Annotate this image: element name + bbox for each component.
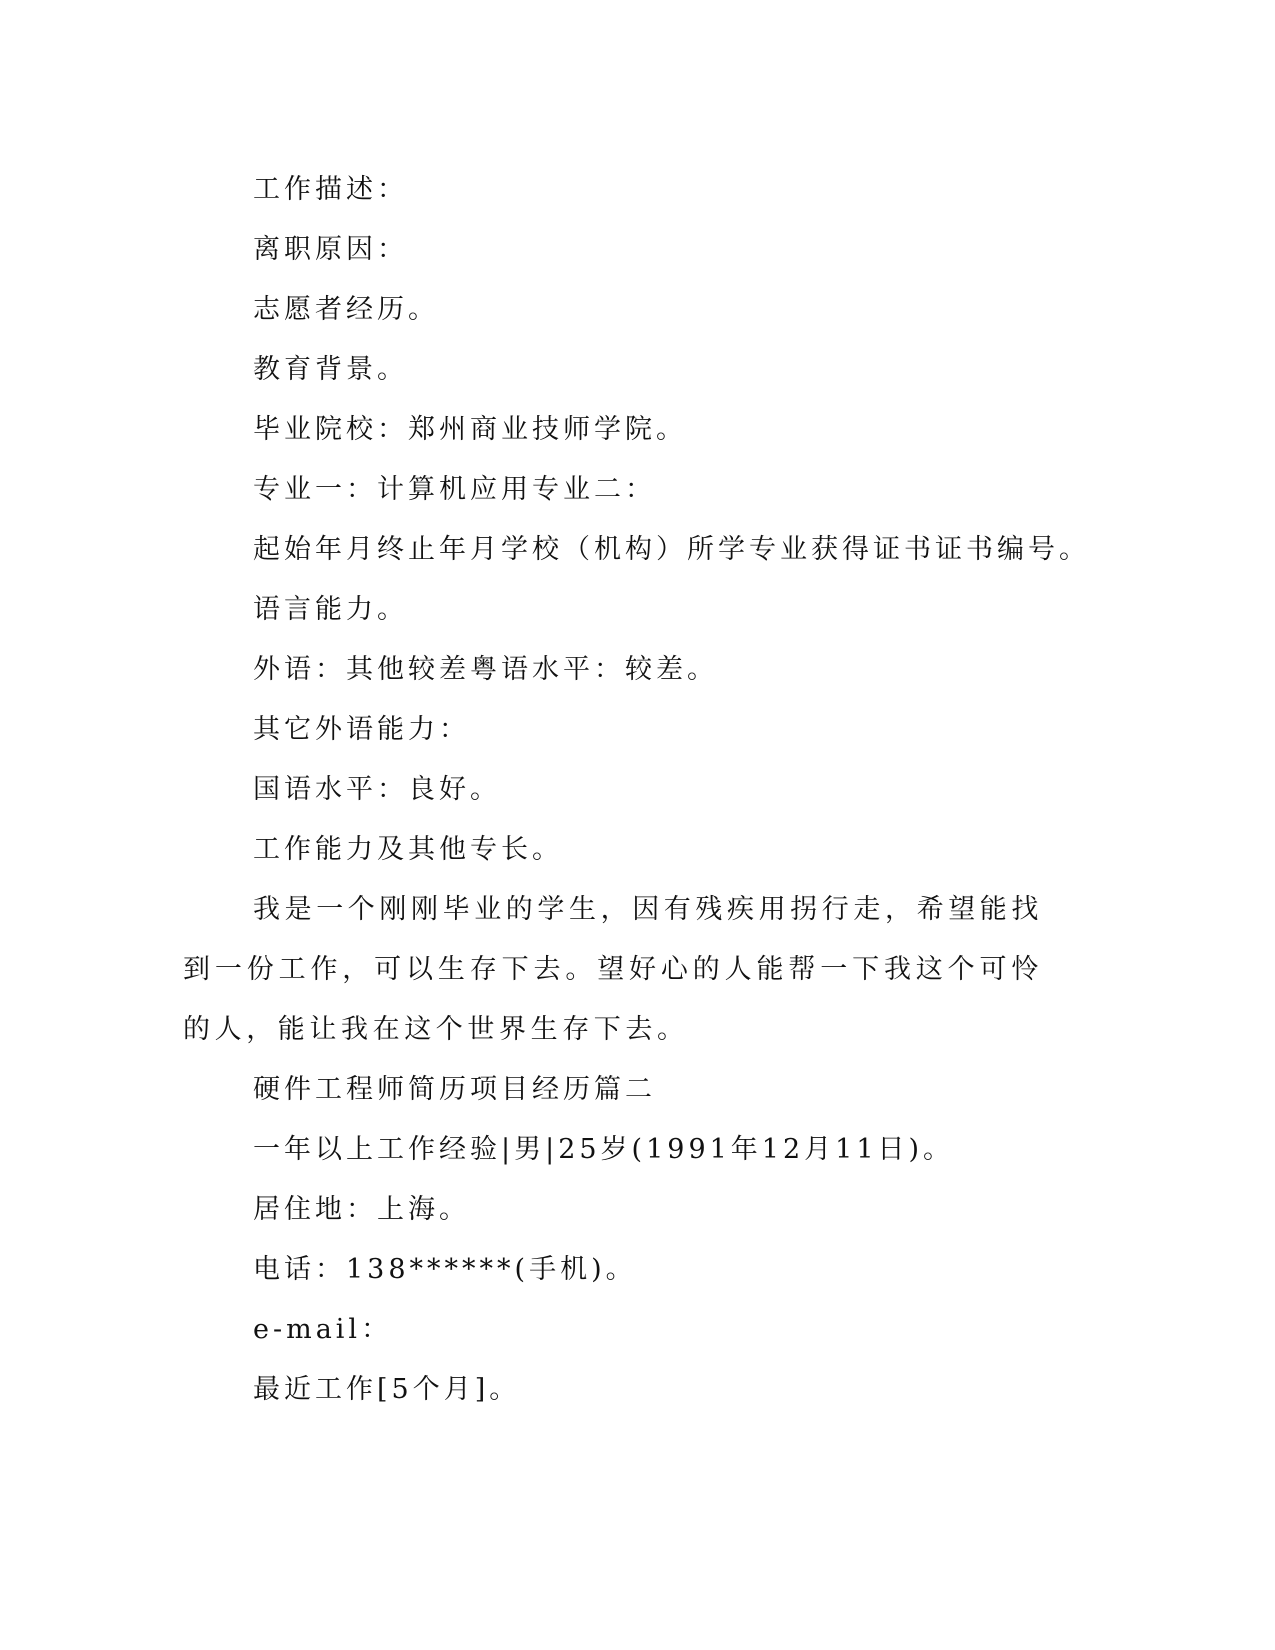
- paragraph-skills-heading: 工作能力及其他专长。: [253, 834, 563, 865]
- paragraph-email: e-mail：: [253, 1314, 393, 1345]
- paragraph-volunteer-heading: 志愿者经历。: [253, 294, 439, 325]
- paragraph-section-title: 硬件工程师简历项目经历篇二: [253, 1074, 656, 1105]
- document-body: [183, 160, 1090, 1420]
- paragraph-leave-reason: 离职原因：: [253, 234, 408, 265]
- paragraph-language-heading: 语言能力。: [253, 594, 408, 625]
- paragraph-residence: 居住地：上海。: [253, 1194, 470, 1225]
- paragraph-other-language: 其它外语能力：: [253, 714, 470, 745]
- paragraph-mandarin: 国语水平：良好。: [253, 774, 501, 805]
- paragraph-foreign-language: 外语：其他较差粤语水平：较差。: [253, 654, 718, 685]
- paragraph-education-heading: 教育背景。: [253, 354, 408, 385]
- paragraph-school: 毕业院校：郑州商业技师学院。: [253, 414, 687, 445]
- paragraph-recent-job: 最近工作[5个月]。: [253, 1374, 521, 1405]
- paragraph-phone: 电话：138******(手机)。: [253, 1254, 637, 1285]
- paragraph-summary: 一年以上工作经验|男|25岁(1991年12月11日)。: [253, 1134, 955, 1165]
- paragraph-major: 专业一：计算机应用专业二：: [253, 474, 656, 505]
- paragraph-job-description: 工作描述：: [253, 174, 408, 205]
- paragraph-self-description: 我是一个刚刚毕业的学生，因有残疾用拐行走，希望能找到一份工作，可以生存下去。望好心的人能帮一下我这个可怜的人，能让我在这个世界生存下去。: [183, 894, 1043, 1045]
- paragraph-education-columns: 起始年月终止年月学校（机构）所学专业获得证书证书编号。: [253, 534, 1090, 565]
